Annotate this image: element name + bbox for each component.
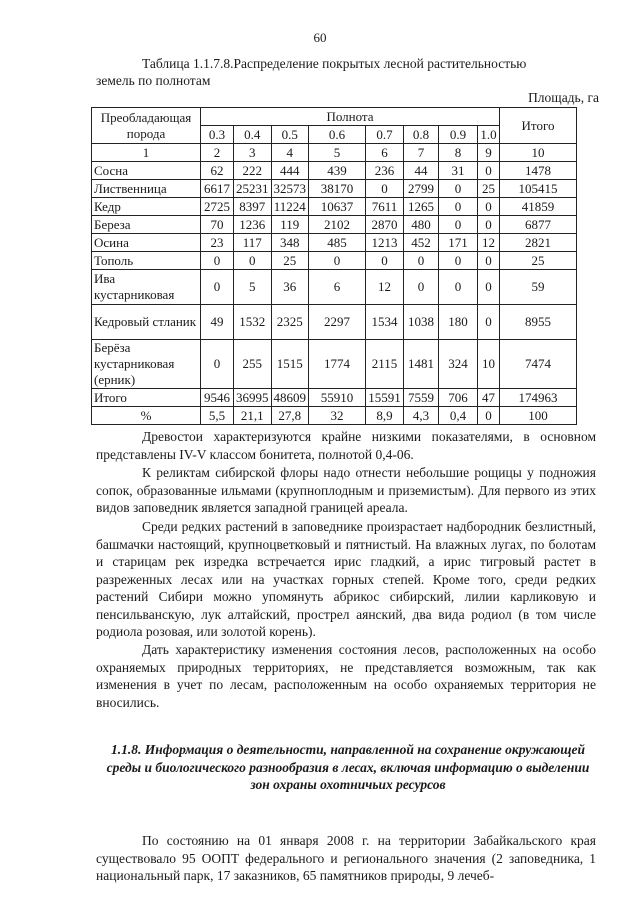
table-cell: 10 bbox=[478, 340, 500, 389]
table-row bbox=[92, 252, 577, 270]
table-cell: 0 bbox=[366, 180, 404, 198]
table-body bbox=[92, 162, 577, 425]
row-total-cell: 6877 bbox=[500, 216, 577, 234]
col-number: 5 bbox=[309, 144, 366, 162]
table-cell: 0 bbox=[234, 252, 272, 270]
row-label: Тополь bbox=[92, 252, 201, 270]
table-cell: 11224 bbox=[271, 198, 309, 216]
table-cell: 8397 bbox=[234, 198, 272, 216]
table-cell: 1515 bbox=[271, 340, 309, 389]
table-cell: 0 bbox=[201, 270, 234, 305]
table-cell: 23 bbox=[201, 234, 234, 252]
column-numbers-row bbox=[92, 144, 577, 162]
density-value: 0.6 bbox=[309, 126, 366, 144]
row-total-cell: 25 bbox=[500, 252, 577, 270]
table-cell: 0 bbox=[478, 162, 500, 180]
table-cell: 5 bbox=[234, 270, 272, 305]
table-cell: 2102 bbox=[309, 216, 366, 234]
table-cell: 5,5 bbox=[201, 407, 234, 425]
col-number: 2 bbox=[201, 144, 234, 162]
density-value: 0.9 bbox=[439, 126, 478, 144]
table-cell: 21,1 bbox=[234, 407, 272, 425]
row-label: Осина bbox=[92, 234, 201, 252]
table-cell: 0 bbox=[439, 252, 478, 270]
table-caption bbox=[96, 55, 616, 89]
table-cell: 348 bbox=[271, 234, 309, 252]
table-cell: 2799 bbox=[404, 180, 439, 198]
table-units: Площадь, га bbox=[528, 90, 599, 105]
table-cell: 0 bbox=[439, 198, 478, 216]
density-value: 0.8 bbox=[404, 126, 439, 144]
table-cell: 48609 bbox=[271, 389, 309, 407]
table-cell: 2725 bbox=[201, 198, 234, 216]
table-cell: 236 bbox=[366, 162, 404, 180]
table-cell: 171 bbox=[439, 234, 478, 252]
table-cell: 1038 bbox=[404, 305, 439, 340]
table-cell: 180 bbox=[439, 305, 478, 340]
row-total-cell: 100 bbox=[500, 407, 577, 425]
caption-line-1: Таблица 1.1.7.8.Распределение покрытых лесной растительностью bbox=[142, 56, 527, 71]
table-row bbox=[92, 305, 577, 340]
table-cell: 255 bbox=[234, 340, 272, 389]
row-total-cell: 2821 bbox=[500, 234, 577, 252]
table-cell: 1236 bbox=[234, 216, 272, 234]
header-total: Итого bbox=[500, 108, 577, 144]
table-row bbox=[92, 340, 577, 389]
table-row bbox=[92, 234, 577, 252]
col-number: 6 bbox=[366, 144, 404, 162]
col-number: 4 bbox=[271, 144, 309, 162]
table-cell: 31 bbox=[439, 162, 478, 180]
col-number: 8 bbox=[439, 144, 478, 162]
table-cell: 119 bbox=[271, 216, 309, 234]
table-cell: 9546 bbox=[201, 389, 234, 407]
table-cell: 38170 bbox=[309, 180, 366, 198]
table-cell: 62 bbox=[201, 162, 234, 180]
density-value: 0.3 bbox=[201, 126, 234, 144]
table-row bbox=[92, 216, 577, 234]
table-cell: 25 bbox=[478, 180, 500, 198]
table-cell: 7559 bbox=[404, 389, 439, 407]
table-cell: 0 bbox=[404, 252, 439, 270]
table-cell: 1532 bbox=[234, 305, 272, 340]
table-cell: 32 bbox=[309, 407, 366, 425]
table-cell: 439 bbox=[309, 162, 366, 180]
table-cell: 0 bbox=[404, 270, 439, 305]
header-density: Полнота bbox=[201, 108, 500, 126]
table-cell: 0 bbox=[309, 252, 366, 270]
table-cell: 452 bbox=[404, 234, 439, 252]
table-cell: 324 bbox=[439, 340, 478, 389]
table-cell: 47 bbox=[478, 389, 500, 407]
table-cell: 12 bbox=[366, 270, 404, 305]
row-label: Сосна bbox=[92, 162, 201, 180]
table-cell: 480 bbox=[404, 216, 439, 234]
forest-density-table bbox=[91, 107, 577, 425]
table-cell: 1774 bbox=[309, 340, 366, 389]
table-row bbox=[92, 162, 577, 180]
table-cell: 49 bbox=[201, 305, 234, 340]
table-cell: 706 bbox=[439, 389, 478, 407]
col-number: 10 bbox=[500, 144, 577, 162]
table-cell: 485 bbox=[309, 234, 366, 252]
table-cell: 1534 bbox=[366, 305, 404, 340]
row-label: Кедровый стланик bbox=[92, 305, 201, 340]
row-label: Береза bbox=[92, 216, 201, 234]
table-cell: 0 bbox=[366, 252, 404, 270]
row-label: Ива кустарниковая bbox=[92, 270, 201, 305]
table-cell: 222 bbox=[234, 162, 272, 180]
table-cell: 0 bbox=[478, 216, 500, 234]
table-cell: 25231 bbox=[234, 180, 272, 198]
table-cell: 36995 bbox=[234, 389, 272, 407]
table-row bbox=[92, 389, 577, 407]
table-cell: 1481 bbox=[404, 340, 439, 389]
col-number: 9 bbox=[478, 144, 500, 162]
table-cell: 32573 bbox=[271, 180, 309, 198]
paragraph-4: Дать характеристику изменения состояния лесов, расположенных на особо охраняемых природных территориях, не представляется возможным, так как изменения в учет по лесам, расположенным на особо охраняемых территория не вносились. bbox=[96, 642, 596, 710]
table-cell: 0 bbox=[439, 180, 478, 198]
table-cell: 36 bbox=[271, 270, 309, 305]
table-cell: 55910 bbox=[309, 389, 366, 407]
table-cell: 2115 bbox=[366, 340, 404, 389]
row-total-cell: 1478 bbox=[500, 162, 577, 180]
section-heading: 1.1.8. Информация о деятельности, направленной на сохранение окружающей среды и биологического разнообразия в лесах, включая информацию о выделении зон охраны охотничьих ресурсов bbox=[106, 742, 590, 792]
header-species: Преобладающая порода bbox=[92, 108, 201, 144]
table-cell: 0 bbox=[439, 216, 478, 234]
table-row bbox=[92, 407, 577, 425]
col-number: 3 bbox=[234, 144, 272, 162]
table-cell: 12 bbox=[478, 234, 500, 252]
table-row bbox=[92, 270, 577, 305]
table-cell: 6 bbox=[309, 270, 366, 305]
density-value: 0.4 bbox=[234, 126, 272, 144]
col-number: 1 bbox=[92, 144, 201, 162]
table-cell: 2297 bbox=[309, 305, 366, 340]
table-header-row bbox=[92, 108, 577, 126]
table-cell: 0 bbox=[478, 407, 500, 425]
paragraph-3: Среди редких растений в заповеднике произрастает надбородник безлистный, башмачки настоящий, крупноцветковый и пятнистый. На влажных лугах, по болотам и старицам рек изредка встречается ирис гладкий, а ирис тигровый растет в разреженных лесах или на участках горных степей. Кроме того, среди редких растений Сибири можно упомянуть абрикос сибирский, лилии карликовую и пенсильванскую, лук алтайский, прострел аянский, два вида родиол (в том числе родиола розовая, или золотой корень). bbox=[96, 519, 596, 639]
table-cell: 25 bbox=[271, 252, 309, 270]
table-cell: 7611 bbox=[366, 198, 404, 216]
table-cell: 0 bbox=[201, 340, 234, 389]
row-total-cell: 105415 bbox=[500, 180, 577, 198]
density-value: 0.5 bbox=[271, 126, 309, 144]
density-value: 1.0 bbox=[478, 126, 500, 144]
table-cell: 0 bbox=[439, 270, 478, 305]
row-label: Кедр bbox=[92, 198, 201, 216]
table-cell: 0,4 bbox=[439, 407, 478, 425]
table-row bbox=[92, 180, 577, 198]
table-cell: 6617 bbox=[201, 180, 234, 198]
table-row bbox=[92, 198, 577, 216]
table-cell: 117 bbox=[234, 234, 272, 252]
table-cell: 4,3 bbox=[404, 407, 439, 425]
table-cell: 0 bbox=[201, 252, 234, 270]
row-total-cell: 41859 bbox=[500, 198, 577, 216]
row-label: Берёза кустарниковая (ерник) bbox=[92, 340, 201, 389]
row-label: Лиственница bbox=[92, 180, 201, 198]
row-total-cell: 7474 bbox=[500, 340, 577, 389]
paragraph-2: К реликтам сибирской флоры надо отнести небольшие рощицы у подножия сопок, образованные ильмами (крупноплодным и приземистым). Для первого из этих видов заповедник является западной границей ареала. bbox=[96, 465, 596, 515]
table-cell: 0 bbox=[478, 198, 500, 216]
table-cell: 27,8 bbox=[271, 407, 309, 425]
row-total-cell: 59 bbox=[500, 270, 577, 305]
table-cell: 1265 bbox=[404, 198, 439, 216]
row-label: % bbox=[92, 407, 201, 425]
paragraph-1: Древостои характеризуются крайне низкими показателями, в основном представлены IV-V классом бонитета, полнотой 0,4-06. bbox=[96, 429, 596, 462]
table-cell: 0 bbox=[478, 270, 500, 305]
row-total-cell: 174963 bbox=[500, 389, 577, 407]
table-cell: 1213 bbox=[366, 234, 404, 252]
row-total-cell: 8955 bbox=[500, 305, 577, 340]
table-cell: 2325 bbox=[271, 305, 309, 340]
table-cell: 10637 bbox=[309, 198, 366, 216]
col-number: 7 bbox=[404, 144, 439, 162]
table-cell: 0 bbox=[478, 305, 500, 340]
caption-line-2: земель по полнотам bbox=[96, 73, 211, 88]
table-cell: 70 bbox=[201, 216, 234, 234]
page-number: 60 bbox=[313, 30, 327, 45]
table-cell: 2870 bbox=[366, 216, 404, 234]
table-cell: 0 bbox=[478, 252, 500, 270]
table-cell: 44 bbox=[404, 162, 439, 180]
density-value: 0.7 bbox=[366, 126, 404, 144]
row-label: Итого bbox=[92, 389, 201, 407]
table-cell: 444 bbox=[271, 162, 309, 180]
table-cell: 15591 bbox=[366, 389, 404, 407]
table-cell: 8,9 bbox=[366, 407, 404, 425]
final-paragraph: По состоянию на 01 января 2008 г. на территории Забайкальского края существовало 95 ООПТ федерального и регионального значения (2 заповедника, 1 национальный парк, 17 заказников, 65 памятников природы, 9 лечеб- bbox=[96, 833, 596, 883]
